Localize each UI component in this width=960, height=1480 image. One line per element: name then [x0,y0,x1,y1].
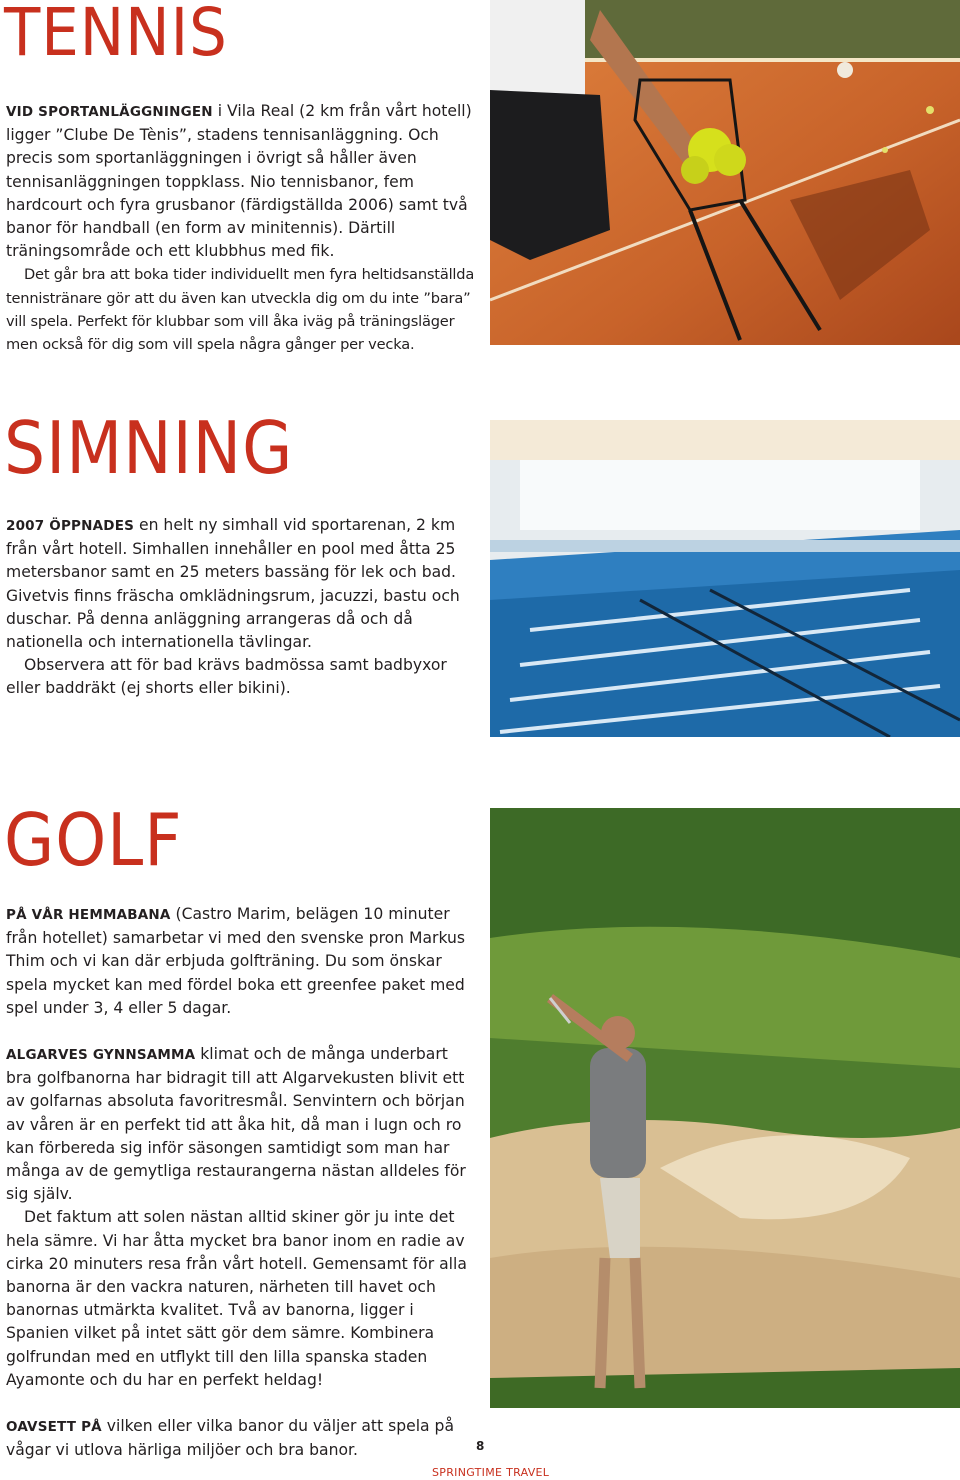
simning-lead: 2007 ÖPPNADES [6,518,135,534]
tennis-paragraph-2: Det går bra att boka tider individuellt men fyra heltidsanställda tennistränare gör att du även kan utveckla dig om du inte ”bara” vill spela. Perfekt för klubbar som vill åka iväg på träningsläger men också för dig som vill spela några gånger per vecka. [6,266,475,354]
golf-lead-2: ALGARVES GYNNSAMMA [6,1047,196,1064]
golf-text [6,903,478,1462]
simning-body-1: en helt ny simhall vid sportarenan, 2 km från vårt hotell. Simhallen innehåller en pool med åtta 25 metersbanor samt en 25 meters bassäng för lek och bad. Givetvis finns fräscha omklädningsrum, jacuzzi, bastu och duschar. På denna anläggning arrangeras då och då nationella och internationella tävlingar. [6,516,460,652]
tennis-paragraph-1 [6,100,476,263]
golf-paragraph-4 [6,1415,478,1462]
golf-photo-graphic [490,808,960,1408]
golf-paragraph-1 [6,903,478,1020]
simning-photo-graphic [490,420,960,737]
tennis-heading: TENNIS [4,0,228,71]
tennis-body-1: i Vila Real (2 km från vårt hotell) ligger ”Clube De Tènis”, stadens tennisanläggning. Och precis som sportanläggningen i övrigt så håller även tennisanläggningen toppklass. Nio tennisbanor, fem hardcourt och fyra grusbanor (färdigställda 2006) samt två banor för handball (en form av minitennis). Därtill träningsområde och ett klubbhus med fik. [6,102,472,261]
golf-paragraph-3: Det faktum att solen nästan alltid skiner gör ju inte det hela sämre. Vi har åtta mycket bra banor inom en radie av cirka 20 minuters resa från vårt hotell. Gemensamt för alla banorna är den vackra naturen, närheten till havet och banornas utmärkta kvalitet. Två av banorna, ligger i Spanien vilket på intet sätt gör dem sämre. Kombinera golfrundan med en utflykt till den lilla spanska staden Ayamonte och du har en perfekt heldag! [6,1208,467,1389]
golf-paragraph-2 [6,1043,478,1206]
simning-text [6,514,478,701]
simning-paragraph-2: Observera att för bad krävs badmössa samt badbyxor eller baddräkt (ej shorts eller bikini). [6,656,447,698]
golf-body-4: vilken eller vilka banor du väljer att spela på vågar vi utlova härliga miljöer och bra banor. [6,1417,455,1460]
golf-lead-1: PÅ VÅR HEMMABANA [6,907,171,923]
simning-heading: SIMNING [4,406,294,490]
simning-photo [490,420,960,737]
tennis-photo-graphic [490,0,960,345]
page-number: 8 [476,1439,485,1453]
tennis-photo [490,0,960,345]
golf-body-1: (Castro Marim, belägen 10 minuter från hotellet) samarbetar vi med den svenske pron Markus Thim och vi kan där erbjuda golfträning. Du som önskar spela mycket kan med fördel boka ett greenfee paket med spel under 3, 4 eller 5 dagar. [6,905,466,1017]
golf-lead-4: OAVSETT PÅ [6,1419,102,1436]
footer-brand: SPRINGTIME TRAVEL [432,1466,550,1479]
simning-paragraph-1 [6,514,478,654]
golf-photo [490,808,960,1408]
golf-heading: GOLF [4,798,183,882]
golf-body-2: klimat och de många underbart bra golfbanorna har bidragit till att Algarvekusten blivit ett av golfarnas absoluta favoritresmål. Senvintern och början av våren är en perfekt tid att åka hit, då man i lugn och ro kan förbereda sig inför säsongen samtidigt som man har många av de gemytliga restaurangerna nästan alldeles för sig själv. [6,1045,466,1204]
tennis-text [6,100,476,356]
tennis-lead: VID SPORTANLÄGGNINGEN [6,104,213,120]
